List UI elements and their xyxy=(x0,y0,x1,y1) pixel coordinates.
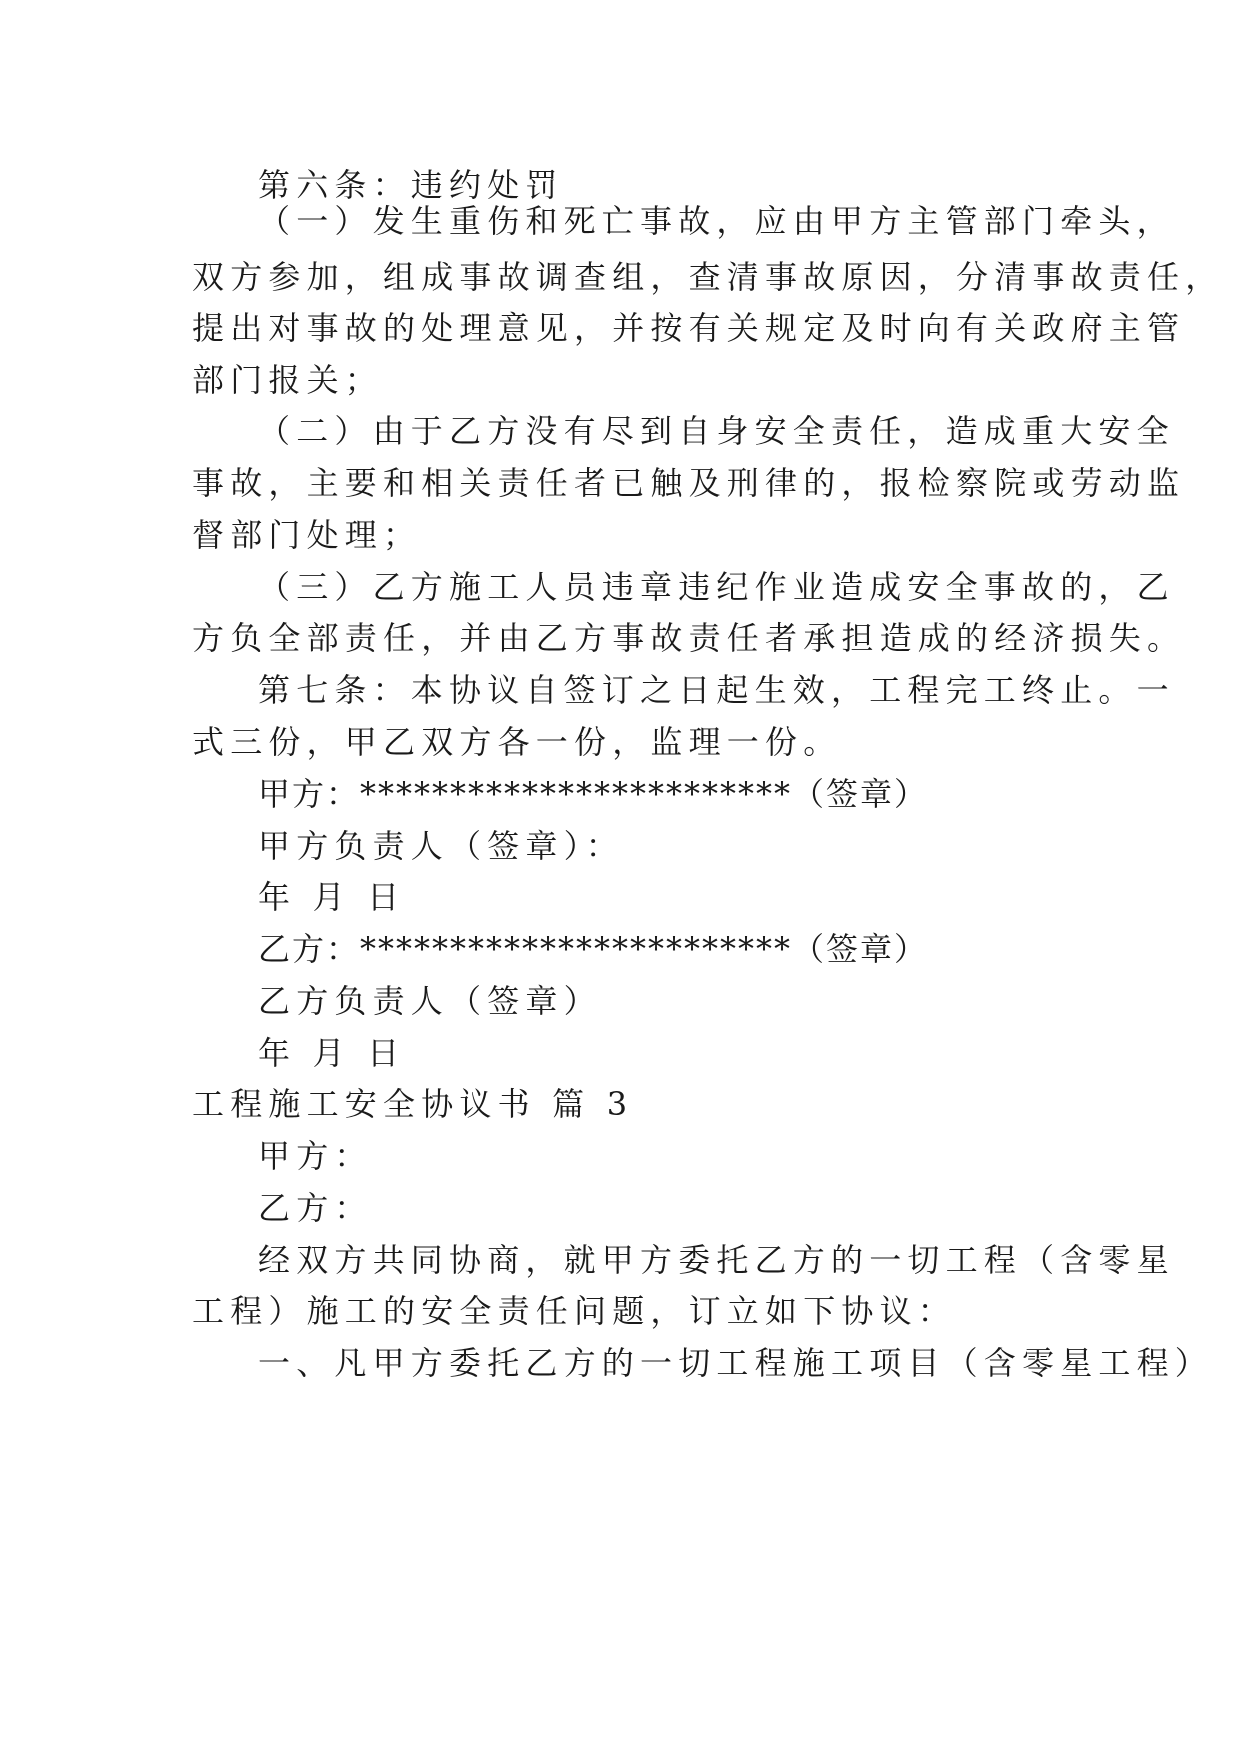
party-b-date-line: 年 月 日 xyxy=(258,1034,406,1072)
paragraph-line: （一）发生重伤和死亡事故，应由甲方主管部门牵头， xyxy=(258,202,1175,240)
article-6-heading: 第六条：违约处罚 xyxy=(258,166,564,204)
paragraph-line: 双方参加，组成事故调查组，查清事故原因，分清事故责任， xyxy=(192,258,1224,296)
clause-1-line: 一、凡甲方委托乙方的一切工程施工项目（含零星工程） xyxy=(258,1344,1214,1382)
paragraph-line: （三）乙方施工人员违章违纪作业造成安全事故的，乙 xyxy=(258,568,1175,606)
section-title: 工程施工安全协议书 篇 3 xyxy=(192,1085,634,1123)
paragraph-line: 经双方共同协商，就甲方委托乙方的一切工程（含零星 xyxy=(258,1241,1175,1279)
paragraph-line: 方负全部责任，并由乙方事故责任者承担造成的经济损失。 xyxy=(192,619,1186,657)
party-b-representative-line: 乙方负责人（签章） xyxy=(258,982,602,1020)
party-b-signature-line: 乙方：************************（签章） xyxy=(258,930,929,968)
party-a-representative-line: 甲方负责人（签章）： xyxy=(258,827,625,865)
paragraph-line: （二）由于乙方没有尽到自身安全责任，造成重大安全 xyxy=(258,412,1175,450)
party-b-line: 乙方： xyxy=(258,1189,373,1227)
paragraph-line: 工程）施工的安全责任问题，订立如下协议： xyxy=(192,1292,957,1330)
party-a-date-line: 年 月 日 xyxy=(258,878,406,916)
article-7-line: 第七条：本协议自签订之日起生效，工程完工终止。一 xyxy=(258,671,1175,709)
paragraph-line: 部门报关； xyxy=(192,361,384,399)
paragraph-line: 式三份，甲乙双方各一份，监理一份。 xyxy=(192,723,842,761)
party-a-signature-line: 甲方：************************（签章） xyxy=(258,775,929,813)
party-a-line: 甲方： xyxy=(258,1137,373,1175)
paragraph-line: 提出对事故的处理意见，并按有关规定及时向有关政府主管 xyxy=(192,309,1186,347)
paragraph-line: 事故，主要和相关责任者已触及刑律的，报检察院或劳动监 xyxy=(192,464,1186,502)
paragraph-line: 督部门处理； xyxy=(192,516,422,554)
